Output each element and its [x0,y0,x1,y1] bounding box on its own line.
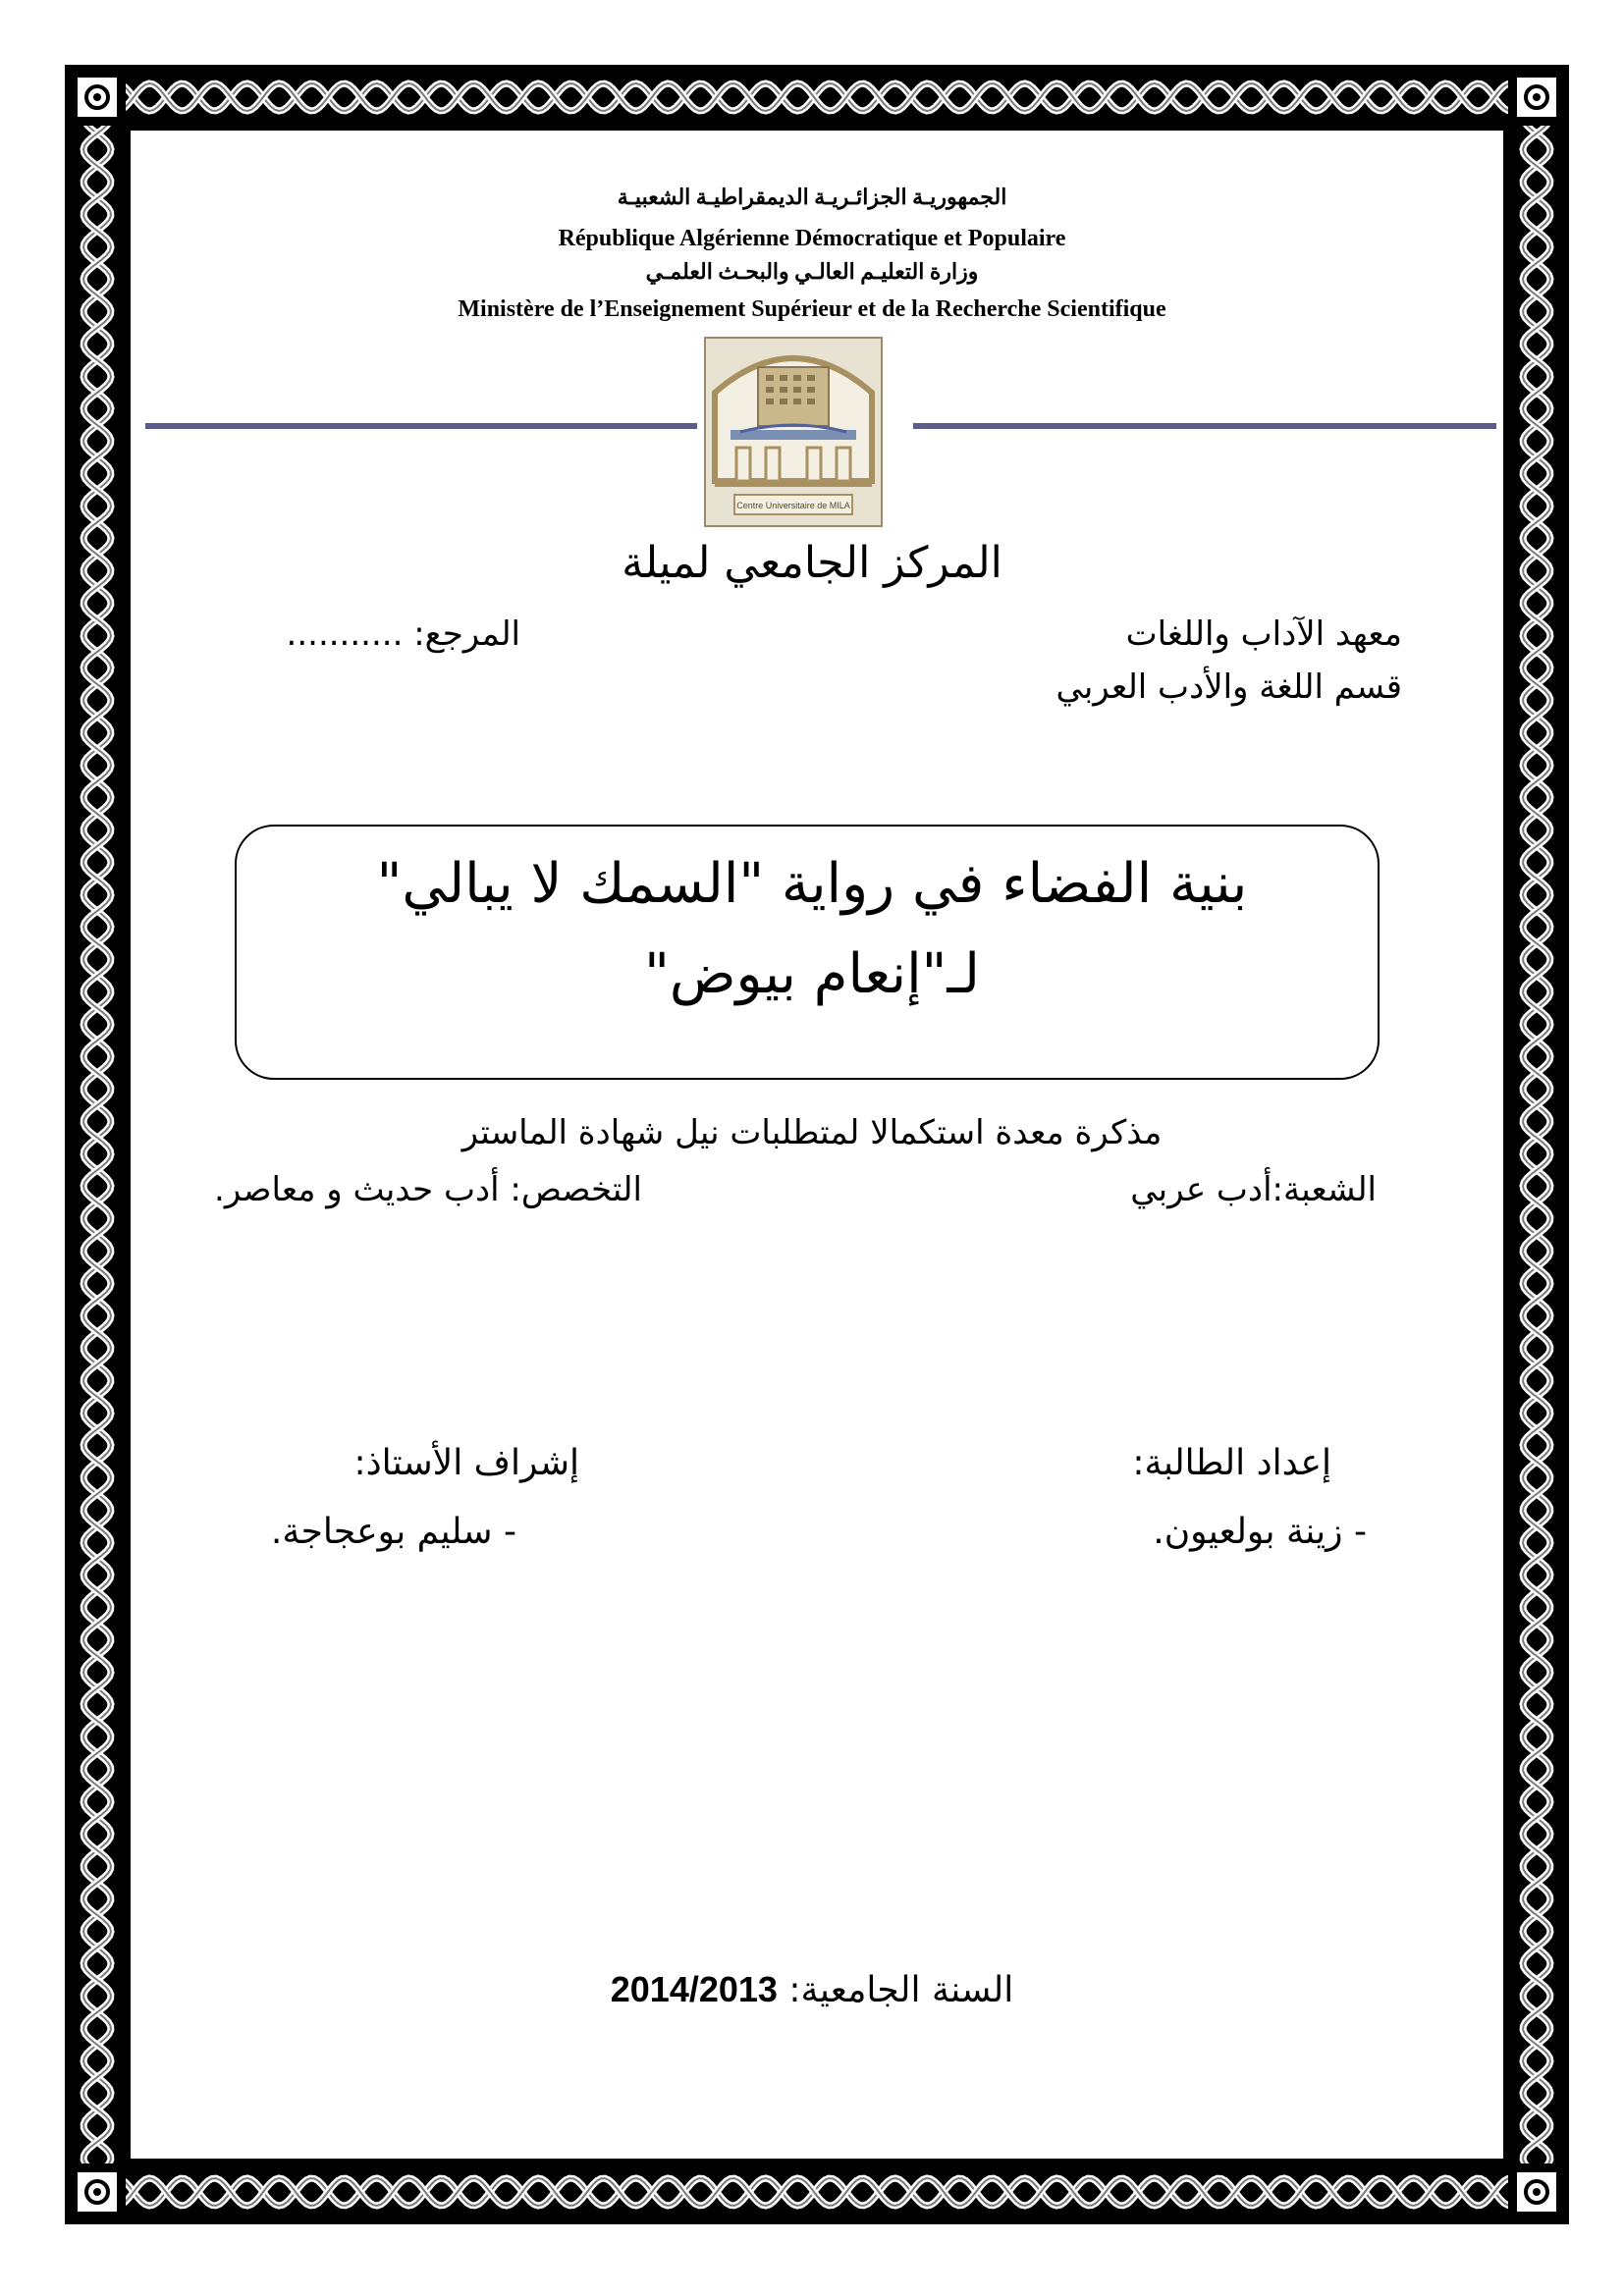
thesis-title-line-1: بنية الفضاء في رواية "السمك لا يبالي" [376,852,1248,916]
corner-ornament-bottom-right [1508,2163,1565,2220]
logo-caption: Centre Universitaire de MILA [736,501,850,510]
decorative-border-bottom [69,2163,1565,2220]
corner-ornament-top-right [1508,69,1565,126]
corner-ornament-top-left [69,69,126,126]
supervisor-name: - سليم بوعجاجة. [270,1512,516,1552]
degree-statement: مذكرة معدة استكمالا لمتطلبات نيل شهادة الماستر [461,1113,1163,1152]
ministry-name-arabic: وزارة التعليـم العالـي والبحـث العلمـي [645,259,979,284]
academic-year-value: 2014/2013 [610,1969,778,2009]
decorative-border-top [69,69,1565,126]
thesis-title-line-2: لـ"إنعام بيوض" [644,942,980,1006]
country-name-arabic: الجمهوريـة الجزائـريـة الديمقراطيـة الشعبيـة [617,185,1007,209]
academic-year [0,1969,1624,2010]
university-logo [701,334,886,530]
academic-year-label: السنة الجامعية: [788,1970,1014,2010]
student-label: إعداد الطالبة: [1132,1443,1331,1483]
country-name-french: République Algérienne Démocratique et Populaire [558,226,1066,251]
supervisor-label: إشراف الأستاذ: [353,1443,579,1483]
department-name: قسم اللغة والأدب العربي [1056,667,1402,707]
ministry-name-french: Ministère de l’Enseignement Supérieur et de la Recherche Scientifique [458,296,1166,322]
corner-ornament-bottom-left [69,2163,126,2220]
header-rule-right [913,423,1496,429]
institute-name: معهد الآداب واللغات [1125,614,1402,654]
institution-name: المركز الجامعي لميلة [622,538,1002,588]
specialty-field: التخصص: أدب حديث و معاصر. [214,1170,642,1209]
student-name: - زينة بولعيون. [1153,1512,1367,1552]
header-rule-left [145,423,697,429]
branch-field: الشعبة:أدب عربي [1130,1170,1377,1209]
reference-field: المرجع: ........... [286,614,520,654]
